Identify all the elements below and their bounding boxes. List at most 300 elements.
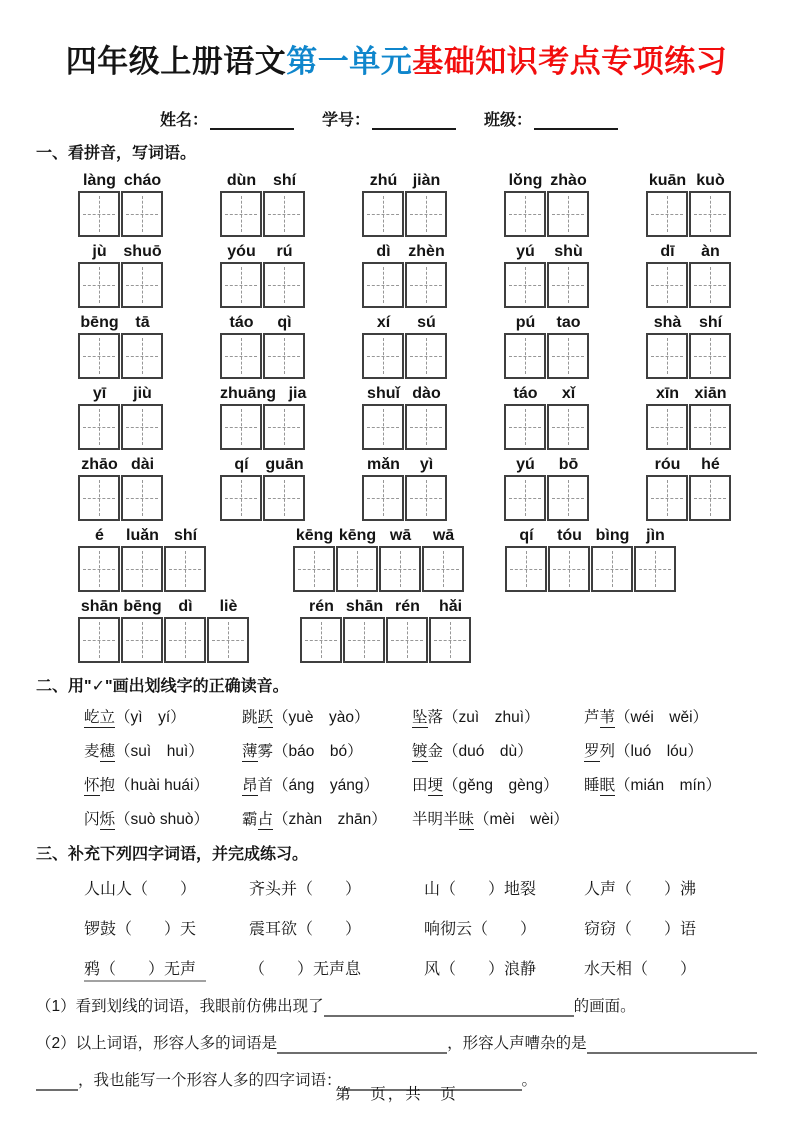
writing-grid-box — [362, 404, 404, 450]
underlined-character: 跃 — [257, 709, 274, 726]
class-label: 班级： — [484, 112, 533, 129]
writing-grid-box — [362, 333, 404, 379]
pronunciation-item — [84, 705, 242, 727]
pinyin-syllable: jiàn — [412, 172, 441, 189]
pronunciation-item — [412, 705, 584, 727]
pinyin-syllable: shuō — [123, 243, 162, 260]
pronunciation-item — [412, 807, 584, 829]
writing-grid-boxes — [504, 191, 646, 237]
writing-grid-box — [689, 191, 731, 237]
pinyin-syllable: shān — [80, 598, 119, 615]
pinyin-syllable: rén — [395, 598, 420, 615]
idiom-item — [584, 916, 793, 939]
pinyin-word-group — [220, 313, 362, 379]
pinyin-options: （zhàn zhān） — [273, 811, 387, 828]
underlined-character: 罗 — [584, 743, 600, 760]
writing-grid-box — [78, 475, 120, 521]
underlined-character: 苇 — [599, 709, 616, 726]
pinyin-syllable: lǒng — [508, 172, 543, 189]
pinyin-syllable: dào — [412, 385, 441, 402]
pinyin-syllable: rén — [309, 598, 334, 615]
pinyin-syllable: shí — [698, 314, 723, 331]
title-black: 四年级上册语文 — [65, 44, 287, 79]
underlined-character: 薄 — [242, 743, 258, 760]
pinyin-labels — [362, 242, 504, 261]
writing-grid-boxes — [220, 191, 362, 237]
pinyin-syllable: yóu — [227, 243, 256, 260]
writing-grid-boxes — [504, 475, 646, 521]
pronunciation-item — [242, 773, 412, 795]
writing-grid-boxes — [362, 404, 504, 450]
pinyin-word-group — [78, 597, 250, 663]
writing-grid-box — [504, 191, 546, 237]
writing-grid-box — [78, 333, 120, 379]
pinyin-row — [0, 455, 793, 521]
pinyin-row — [0, 597, 793, 663]
pinyin-syllable: xí — [376, 314, 391, 331]
pinyin-syllable: shí — [272, 172, 297, 189]
pinyin-labels — [220, 455, 362, 474]
pinyin-syllable: bēng — [80, 314, 119, 331]
writing-grid-box — [164, 617, 206, 663]
pinyin-word-group — [220, 455, 362, 521]
writing-grid-box — [78, 617, 120, 663]
pinyin-word-group — [293, 526, 465, 592]
word-character: 落 — [427, 709, 444, 726]
pronunciation-item — [242, 705, 412, 727]
underlined-character: 占 — [257, 811, 274, 828]
question-lines — [36, 996, 757, 1091]
pinyin-syllable: qí — [519, 527, 534, 544]
writing-grid-boxes — [78, 191, 220, 237]
idiom-text: 鸦（ ）无声 — [84, 961, 206, 982]
writing-grid-box — [689, 333, 731, 379]
writing-grid-box — [362, 475, 404, 521]
pinyin-syllable: yī — [92, 385, 107, 402]
pinyin-syllable: dì — [178, 598, 193, 615]
pronunciation-item — [412, 739, 584, 761]
class-field — [484, 107, 618, 130]
writing-grid-box — [78, 546, 120, 592]
writing-grid-boxes — [300, 617, 472, 663]
pinyin-syllable: luǎn — [126, 527, 159, 544]
idiom-text: 水天相（ ） — [584, 961, 697, 978]
pinyin-word-group — [220, 171, 362, 237]
writing-grid-box — [505, 546, 547, 592]
pinyin-syllable: jiù — [133, 385, 152, 402]
pinyin-syllable: cháo — [123, 172, 162, 189]
pronunciation-item — [242, 739, 412, 761]
writing-grid-box — [547, 404, 589, 450]
writing-grid-boxes — [504, 262, 646, 308]
pinyin-labels — [504, 313, 646, 332]
question-text: （2）以上词语，形容人多的词语是 — [36, 1035, 278, 1052]
pinyin-labels — [300, 597, 472, 616]
idiom-item — [424, 876, 584, 899]
pinyin-options: （yì yí） — [115, 709, 186, 726]
pronunciation-row — [84, 705, 793, 727]
writing-grid-boxes — [78, 546, 207, 592]
pinyin-word-group — [504, 384, 646, 450]
writing-grid-boxes — [362, 262, 504, 308]
idiom-text: 齐头并（ ） — [249, 881, 362, 898]
pinyin-syllable: bō — [558, 456, 579, 473]
pinyin-syllable: tóu — [557, 527, 582, 544]
word-character: 首 — [257, 777, 274, 794]
pinyin-word-group — [362, 455, 504, 521]
pinyin-syllable: pú — [515, 314, 536, 331]
pinyin-word-group — [78, 526, 207, 592]
underlined-character: 屹立 — [84, 709, 116, 726]
question-text: 。 — [521, 1072, 538, 1089]
name-label: 姓名： — [160, 112, 209, 129]
writing-grid-box — [121, 262, 163, 308]
writing-grid-boxes — [504, 333, 646, 379]
writing-grid-boxes — [646, 475, 788, 521]
word-character: 雾 — [257, 743, 274, 760]
writing-grid-boxes — [362, 191, 504, 237]
pinyin-word-group — [78, 242, 220, 308]
pinyin-syllable: xiān — [694, 385, 727, 402]
pinyin-word-group — [504, 171, 646, 237]
writing-grid-boxes — [504, 404, 646, 450]
writing-grid-box — [164, 546, 206, 592]
pinyin-word-group — [646, 171, 788, 237]
idiom-text: 山（ ）地裂 — [424, 881, 537, 898]
writing-grid-box — [646, 262, 688, 308]
writing-grid-box — [263, 475, 305, 521]
pinyin-word-group — [646, 455, 788, 521]
pinyin-writing-section — [0, 171, 793, 663]
pinyin-syllable: liè — [219, 598, 238, 615]
pinyin-labels — [78, 313, 220, 332]
writing-grid-box — [504, 404, 546, 450]
pinyin-syllable: róu — [654, 456, 681, 473]
pinyin-labels — [505, 526, 677, 545]
writing-grid-box — [504, 262, 546, 308]
student-info-row — [160, 107, 793, 130]
pinyin-syllable: wā — [432, 527, 455, 544]
answer-blank — [277, 1036, 447, 1054]
pinyin-syllable: dài — [130, 456, 155, 473]
writing-grid-boxes — [646, 262, 788, 308]
idiom-completion-section — [84, 876, 793, 979]
pinyin-labels — [362, 384, 504, 403]
underlined-character: 埂 — [427, 777, 444, 794]
pronunciation-row — [84, 739, 793, 761]
writing-grid-box — [689, 475, 731, 521]
question-text: ，我也能写一个形容人多的四字词语： — [78, 1072, 342, 1089]
pinyin-options: （mèi wèi） — [474, 811, 569, 828]
pinyin-labels — [78, 384, 220, 403]
page-footer: 第 页，共 页 — [335, 1086, 458, 1103]
underlined-character: 穗 — [99, 743, 116, 760]
pinyin-syllable: xǐ — [561, 385, 576, 402]
writing-grid-box — [362, 191, 404, 237]
writing-grid-box — [405, 404, 447, 450]
writing-grid-box — [336, 546, 378, 592]
pinyin-options: （duó dù） — [443, 743, 533, 760]
class-blank-line — [534, 113, 618, 130]
title-red: 基础知识考点专项练习 — [412, 44, 728, 79]
pinyin-labels — [646, 455, 788, 474]
pinyin-options: （áng yáng） — [273, 777, 380, 794]
pinyin-syllable: shí — [173, 527, 198, 544]
writing-grid-box — [78, 262, 120, 308]
writing-grid-boxes — [362, 475, 504, 521]
pinyin-syllable: kēng — [338, 527, 377, 544]
writing-grid-box — [121, 475, 163, 521]
idiom-text: 震耳欲（ ） — [249, 921, 362, 938]
writing-grid-boxes — [220, 333, 362, 379]
pinyin-options: （huài huái） — [115, 777, 209, 794]
writing-grid-box — [646, 191, 688, 237]
writing-grid-box — [379, 546, 421, 592]
pronunciation-item — [84, 807, 242, 829]
question-line — [36, 996, 757, 1017]
writing-grid-boxes — [220, 404, 362, 450]
title-blue: 第一单元 — [286, 44, 413, 79]
pinyin-options: （gěng gèng） — [443, 777, 559, 794]
pronunciation-choice-section — [84, 705, 793, 829]
idiom-row — [84, 956, 793, 979]
pinyin-options: （zuì zhuì） — [443, 709, 540, 726]
word-character: 睡 — [584, 777, 600, 794]
idiom-text: 人山人（ ） — [84, 881, 197, 898]
pinyin-syllable: hé — [701, 456, 720, 473]
pinyin-syllable: làng — [83, 172, 116, 189]
pinyin-labels — [78, 526, 207, 545]
idiom-text: 响彻云（ ） — [424, 921, 537, 938]
pinyin-word-group — [78, 171, 220, 237]
underlined-character: 昂 — [242, 777, 258, 794]
writing-grid-boxes — [646, 404, 788, 450]
pinyin-syllable: yú — [516, 243, 535, 260]
pronunciation-item — [84, 773, 242, 795]
pinyin-syllable: shān — [345, 598, 384, 615]
idiom-item — [584, 876, 793, 899]
pronunciation-item — [584, 773, 793, 795]
pinyin-syllable: zhuāng — [220, 385, 276, 402]
pinyin-syllable: àn — [701, 243, 720, 260]
student-id-blank-line — [372, 113, 456, 130]
section3-heading: 三、补充下列四字词语，并完成练习。 — [36, 846, 309, 863]
pinyin-labels — [362, 455, 504, 474]
writing-grid-box — [121, 333, 163, 379]
pinyin-word-group — [362, 242, 504, 308]
pinyin-syllable: qí — [234, 456, 249, 473]
pronunciation-row — [84, 773, 793, 795]
underlined-character: 怀 — [84, 777, 100, 794]
pinyin-syllable: jia — [288, 385, 307, 402]
writing-grid-boxes — [505, 546, 677, 592]
question-text: ，形容人声嘈杂的是 — [447, 1035, 587, 1052]
pronunciation-item — [412, 773, 584, 795]
pinyin-syllable: bēng — [123, 598, 162, 615]
pinyin-options: （mián mín） — [615, 777, 721, 794]
writing-grid-box — [263, 262, 305, 308]
pinyin-syllable: hǎi — [438, 598, 463, 615]
writing-grid-box — [547, 191, 589, 237]
pinyin-syllable: zhú — [369, 172, 398, 189]
pronunciation-item — [242, 807, 412, 829]
pinyin-options: （suò shuò） — [115, 811, 209, 828]
pinyin-syllable: kuān — [648, 172, 687, 189]
pinyin-syllable: qì — [277, 314, 292, 331]
pinyin-word-group — [78, 384, 220, 450]
word-character: 金 — [427, 743, 444, 760]
pinyin-row — [0, 313, 793, 379]
pinyin-row — [0, 526, 793, 592]
pinyin-labels — [362, 171, 504, 190]
word-character: 芦 — [584, 709, 600, 726]
writing-grid-box — [422, 546, 464, 592]
writing-grid-box — [405, 475, 447, 521]
pinyin-syllable: shà — [653, 314, 682, 331]
writing-grid-box — [504, 333, 546, 379]
pinyin-syllable: táo — [513, 385, 538, 402]
pinyin-labels — [78, 242, 220, 261]
section1-heading: 一、看拼音，写词语。 — [36, 145, 197, 162]
pinyin-word-group — [220, 242, 362, 308]
pinyin-row — [0, 384, 793, 450]
pinyin-syllable: mǎn — [367, 456, 400, 473]
pronunciation-item — [584, 739, 793, 761]
pronunciation-row — [84, 807, 793, 829]
section2-heading: 二、用"✓"画出划线字的正确读音。 — [36, 678, 289, 695]
writing-grid-box — [504, 475, 546, 521]
pinyin-labels — [78, 455, 220, 474]
writing-grid-boxes — [78, 333, 220, 379]
writing-grid-box — [362, 262, 404, 308]
pinyin-labels — [220, 313, 362, 332]
idiom-item — [84, 876, 249, 899]
pinyin-word-group — [646, 242, 788, 308]
pinyin-syllable: kēng — [295, 527, 334, 544]
writing-grid-box — [405, 262, 447, 308]
word-character: 田 — [412, 777, 428, 794]
word-character: 抱 — [99, 777, 116, 794]
pinyin-syllable: yì — [419, 456, 434, 473]
writing-grid-boxes — [220, 262, 362, 308]
word-character: 半明半 — [412, 811, 459, 828]
pinyin-syllable: bìng — [595, 527, 630, 544]
writing-grid-box — [78, 191, 120, 237]
writing-grid-box — [263, 333, 305, 379]
underlined-character: 坠 — [412, 709, 428, 726]
answer-blank — [324, 999, 574, 1017]
word-character: 闪 — [84, 811, 100, 828]
writing-grid-boxes — [646, 333, 788, 379]
word-character: 麦 — [84, 743, 100, 760]
pinyin-labels — [78, 171, 220, 190]
writing-grid-box — [548, 546, 590, 592]
pinyin-options: （suì huì） — [115, 743, 204, 760]
idiom-item — [249, 876, 424, 899]
pinyin-syllable: é — [95, 527, 104, 544]
idiom-item — [84, 956, 249, 979]
pinyin-word-group — [300, 597, 472, 663]
word-character: 跳 — [242, 709, 258, 726]
writing-grid-box — [689, 404, 731, 450]
writing-grid-boxes — [293, 546, 465, 592]
pinyin-labels — [220, 384, 362, 403]
underlined-character: 眠 — [599, 777, 616, 794]
pinyin-word-group — [646, 313, 788, 379]
pinyin-row — [0, 242, 793, 308]
writing-grid-box — [634, 546, 676, 592]
pinyin-word-group — [362, 384, 504, 450]
pinyin-word-group — [220, 384, 362, 450]
underlined-character: 烁 — [99, 811, 116, 828]
pinyin-word-group — [504, 313, 646, 379]
pinyin-word-group — [505, 526, 677, 592]
idiom-row — [84, 876, 793, 899]
writing-grid-box — [220, 191, 262, 237]
pinyin-labels — [504, 171, 646, 190]
name-field — [160, 107, 294, 130]
writing-grid-box — [547, 333, 589, 379]
pinyin-labels — [504, 242, 646, 261]
pinyin-labels — [220, 171, 362, 190]
pinyin-labels — [504, 384, 646, 403]
pinyin-syllable: táo — [229, 314, 254, 331]
writing-grid-box — [220, 475, 262, 521]
underlined-character: 昧 — [458, 811, 475, 828]
pinyin-word-group — [504, 242, 646, 308]
idiom-item — [424, 916, 584, 939]
pinyin-options: （yuè yào） — [273, 709, 370, 726]
writing-grid-box — [121, 617, 163, 663]
writing-grid-box — [405, 333, 447, 379]
idiom-row — [84, 916, 793, 939]
pronunciation-item — [84, 739, 242, 761]
writing-grid-box — [343, 617, 385, 663]
pinyin-options: （luó lóu） — [615, 743, 703, 760]
writing-grid-box — [547, 262, 589, 308]
pinyin-syllable: zhào — [550, 172, 587, 189]
pinyin-syllable: shuǐ — [367, 385, 400, 402]
pinyin-labels — [646, 242, 788, 261]
pinyin-options: （wéi wěi） — [615, 709, 709, 726]
writing-grid-box — [121, 546, 163, 592]
pinyin-word-group — [78, 455, 220, 521]
writing-grid-boxes — [362, 333, 504, 379]
writing-grid-boxes — [646, 191, 788, 237]
writing-grid-box — [547, 475, 589, 521]
idiom-text: （ ）无声息 — [249, 961, 362, 978]
pinyin-syllable: dī — [660, 243, 675, 260]
question-line — [36, 1033, 757, 1054]
pinyin-syllable: xīn — [655, 385, 680, 402]
pinyin-word-group — [646, 384, 788, 450]
writing-grid-boxes — [78, 404, 220, 450]
idiom-item — [424, 956, 584, 979]
writing-grid-box — [646, 333, 688, 379]
pinyin-syllable: zhāo — [81, 456, 118, 473]
student-id-field — [322, 107, 456, 130]
pinyin-options: （báo bó） — [273, 743, 363, 760]
writing-grid-boxes — [78, 617, 250, 663]
pinyin-syllable: jù — [92, 243, 107, 260]
question-text: 的画面。 — [573, 998, 636, 1015]
idiom-item — [584, 956, 793, 979]
writing-grid-box — [386, 617, 428, 663]
pinyin-labels — [646, 313, 788, 332]
pinyin-word-group — [78, 313, 220, 379]
pinyin-syllable: rú — [276, 243, 293, 260]
idiom-text: 窃窃（ ）语 — [584, 921, 697, 938]
